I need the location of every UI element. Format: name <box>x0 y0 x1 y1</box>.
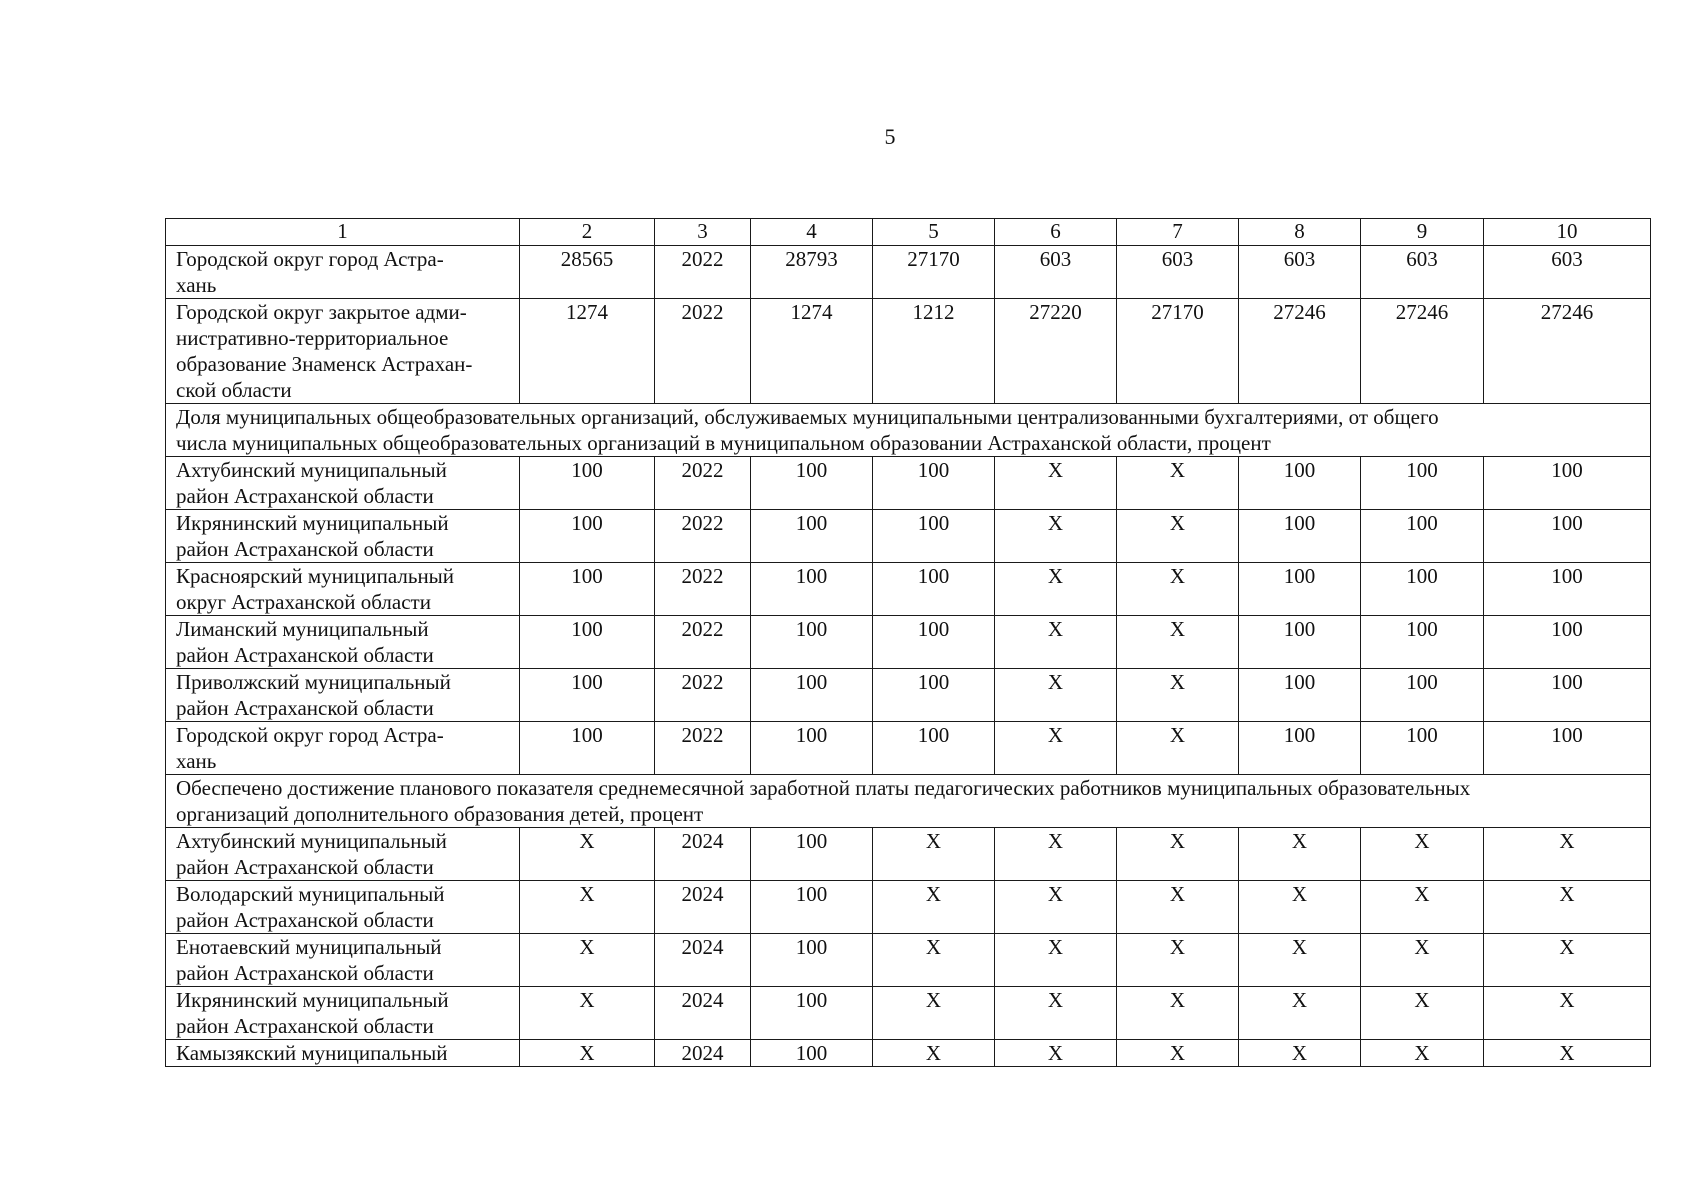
table-cell: 100 <box>1484 563 1651 616</box>
table-cell: 100 <box>520 510 655 563</box>
table-cell: X <box>1361 934 1484 987</box>
column-number-10: 10 <box>1484 219 1651 246</box>
table-cell: 100 <box>751 616 873 669</box>
table-cell: 100 <box>1361 563 1484 616</box>
table-cell: X <box>1361 881 1484 934</box>
table-cell: X <box>1117 563 1239 616</box>
table-cell: 603 <box>1361 246 1484 299</box>
table-cell: X <box>873 881 995 934</box>
table-cell: 2022 <box>655 510 751 563</box>
table-cell: 2024 <box>655 934 751 987</box>
table-cell: X <box>1117 987 1239 1040</box>
table-cell: 2024 <box>655 987 751 1040</box>
table-cell: X <box>520 881 655 934</box>
table-cell: 100 <box>1484 510 1651 563</box>
table-row <box>166 616 1651 669</box>
table-cell: 100 <box>520 563 655 616</box>
table-cell: X <box>1239 934 1361 987</box>
table-cell: X <box>995 934 1117 987</box>
table-cell: 100 <box>1361 510 1484 563</box>
table-cell: X <box>1117 722 1239 775</box>
table-cell: 27220 <box>995 299 1117 404</box>
page-number: 5 <box>884 124 896 149</box>
table-cell: X <box>1361 987 1484 1040</box>
table-row <box>166 669 1651 722</box>
municipality-name: Приволжский муниципальный район Астраханской области <box>166 669 520 722</box>
municipality-name: Икрянинский муниципальный район Астраханской области <box>166 987 520 1040</box>
table-cell: X <box>1484 828 1651 881</box>
table-cell: X <box>1239 881 1361 934</box>
section-title: Обеспечено достижение планового показателя среднемесячной заработной платы педагогических работников муниципальных образовательных организаций дополнительного образования детей, процент <box>166 775 1651 828</box>
table-cell: X <box>1117 457 1239 510</box>
table-cell: X <box>520 828 655 881</box>
table-cell: X <box>873 934 995 987</box>
table-cell: 603 <box>1239 246 1361 299</box>
table-cell: X <box>1484 881 1651 934</box>
table-cell: 100 <box>873 563 995 616</box>
table-cell: 100 <box>1239 510 1361 563</box>
table-cell: X <box>1117 881 1239 934</box>
table-cell: X <box>1361 1040 1484 1067</box>
table-cell: X <box>995 510 1117 563</box>
table-cell: X <box>520 1040 655 1067</box>
table-row <box>166 934 1651 987</box>
table-cell: 100 <box>1239 722 1361 775</box>
column-number-7: 7 <box>1117 219 1239 246</box>
table-cell: X <box>995 722 1117 775</box>
column-number-1: 1 <box>166 219 520 246</box>
table-cell: X <box>995 563 1117 616</box>
table-cell: 100 <box>1239 457 1361 510</box>
municipality-name: Городской округ город Астра- хань <box>166 722 520 775</box>
column-number-6: 6 <box>995 219 1117 246</box>
table-cell: 100 <box>751 934 873 987</box>
table-cell: 603 <box>1484 246 1651 299</box>
table-cell: 100 <box>1239 669 1361 722</box>
table-row <box>166 457 1651 510</box>
table-cell: 100 <box>873 457 995 510</box>
table-cell: 100 <box>873 669 995 722</box>
column-number-2: 2 <box>520 219 655 246</box>
municipality-name: Володарский муниципальный район Астраханской области <box>166 881 520 934</box>
table-body <box>166 219 1651 1067</box>
column-number-9: 9 <box>1361 219 1484 246</box>
column-number-3: 3 <box>655 219 751 246</box>
table-row <box>166 299 1651 404</box>
table-row <box>166 246 1651 299</box>
table-cell: 2022 <box>655 616 751 669</box>
table-cell: 27170 <box>1117 299 1239 404</box>
table-row <box>166 987 1651 1040</box>
table-cell: 100 <box>520 722 655 775</box>
table-cell: 100 <box>751 1040 873 1067</box>
table-cell: 100 <box>751 881 873 934</box>
table-cell: 1274 <box>520 299 655 404</box>
table-cell: 100 <box>1239 563 1361 616</box>
table-cell: 100 <box>751 828 873 881</box>
table-cell: X <box>995 828 1117 881</box>
table-cell: 100 <box>873 510 995 563</box>
table-cell: X <box>995 881 1117 934</box>
table-cell: X <box>873 987 995 1040</box>
table-cell: 100 <box>1361 722 1484 775</box>
table-cell: 100 <box>1484 616 1651 669</box>
table-cell: 100 <box>751 510 873 563</box>
table-cell: 2022 <box>655 563 751 616</box>
municipality-name: Ахтубинский муниципальный район Астраханской области <box>166 828 520 881</box>
table-cell: 1274 <box>751 299 873 404</box>
table-cell: 100 <box>1239 616 1361 669</box>
table-cell: 27170 <box>873 246 995 299</box>
table-cell: X <box>1117 669 1239 722</box>
table-cell: X <box>1484 1040 1651 1067</box>
table-cell: X <box>873 828 995 881</box>
municipality-name: Городской округ закрытое адми- нистративно-территориальное образование Знаменск Астрахан- ской области <box>166 299 520 404</box>
table-cell: 100 <box>1361 669 1484 722</box>
table-cell: 1212 <box>873 299 995 404</box>
table-cell: 2022 <box>655 457 751 510</box>
table-cell: X <box>995 1040 1117 1067</box>
table-cell: X <box>995 669 1117 722</box>
section-title: Доля муниципальных общеобразовательных организаций, обслуживаемых муниципальными централизованными бухгалтериями, от общего числа муниципальных общеобразовательных организаций в муниципальном образовании Астраханской области, процент <box>166 404 1651 457</box>
table-cell: 100 <box>520 669 655 722</box>
table-cell: 603 <box>995 246 1117 299</box>
table-row <box>166 881 1651 934</box>
table-cell: 2022 <box>655 669 751 722</box>
table-cell: 27246 <box>1484 299 1651 404</box>
table-cell: 100 <box>1361 616 1484 669</box>
table-cell: X <box>1117 934 1239 987</box>
table-cell: X <box>1484 934 1651 987</box>
table-row <box>166 563 1651 616</box>
table-cell: X <box>1239 1040 1361 1067</box>
table-cell: 100 <box>751 722 873 775</box>
table-cell: X <box>520 934 655 987</box>
table-cell: 2024 <box>655 828 751 881</box>
municipality-name: Красноярский муниципальный округ Астраханской области <box>166 563 520 616</box>
table-cell: 100 <box>751 457 873 510</box>
table-cell: X <box>1117 828 1239 881</box>
table-cell: 100 <box>751 987 873 1040</box>
table-header-row <box>166 219 1651 246</box>
table-cell: X <box>1239 828 1361 881</box>
table-cell: X <box>1239 987 1361 1040</box>
table-cell: 100 <box>520 616 655 669</box>
table-cell: 100 <box>1361 457 1484 510</box>
table-cell: 100 <box>1484 722 1651 775</box>
table-cell: 28565 <box>520 246 655 299</box>
municipality-name: Камызякский муниципальный <box>166 1040 520 1067</box>
table-cell: 100 <box>873 616 995 669</box>
table-cell: X <box>873 1040 995 1067</box>
column-number-4: 4 <box>751 219 873 246</box>
municipality-name: Городской округ город Астра- хань <box>166 246 520 299</box>
section-row <box>166 775 1651 828</box>
table-cell: 100 <box>751 669 873 722</box>
table-cell: 2022 <box>655 299 751 404</box>
table-cell: 100 <box>520 457 655 510</box>
table-cell: X <box>995 987 1117 1040</box>
table-cell: 2024 <box>655 881 751 934</box>
municipality-name: Лиманский муниципальный район Астраханской области <box>166 616 520 669</box>
table-row <box>166 510 1651 563</box>
table-cell: 100 <box>1484 669 1651 722</box>
table-row <box>166 828 1651 881</box>
table-cell: 2022 <box>655 246 751 299</box>
table-cell: 27246 <box>1361 299 1484 404</box>
table-cell: X <box>1117 616 1239 669</box>
column-number-5: 5 <box>873 219 995 246</box>
table-cell: X <box>520 987 655 1040</box>
municipality-name: Ахтубинский муниципальный район Астраханской области <box>166 457 520 510</box>
section-row <box>166 404 1651 457</box>
municipality-name: Енотаевский муниципальный район Астраханской области <box>166 934 520 987</box>
table-cell: 100 <box>873 722 995 775</box>
table-cell: 27246 <box>1239 299 1361 404</box>
table-cell: 100 <box>751 563 873 616</box>
municipality-name: Икрянинский муниципальный район Астраханской области <box>166 510 520 563</box>
indicator-table <box>165 218 1651 1067</box>
table-cell: 603 <box>1117 246 1239 299</box>
table-cell: 2022 <box>655 722 751 775</box>
table-cell: X <box>1361 828 1484 881</box>
table-cell: X <box>995 616 1117 669</box>
table-cell: X <box>1117 1040 1239 1067</box>
table-row <box>166 722 1651 775</box>
table-cell: X <box>995 457 1117 510</box>
column-number-8: 8 <box>1239 219 1361 246</box>
table-cell: 28793 <box>751 246 873 299</box>
table-row <box>166 1040 1651 1067</box>
table-cell: 2024 <box>655 1040 751 1067</box>
table-cell: X <box>1484 987 1651 1040</box>
table-cell: X <box>1117 510 1239 563</box>
table-cell: 100 <box>1484 457 1651 510</box>
